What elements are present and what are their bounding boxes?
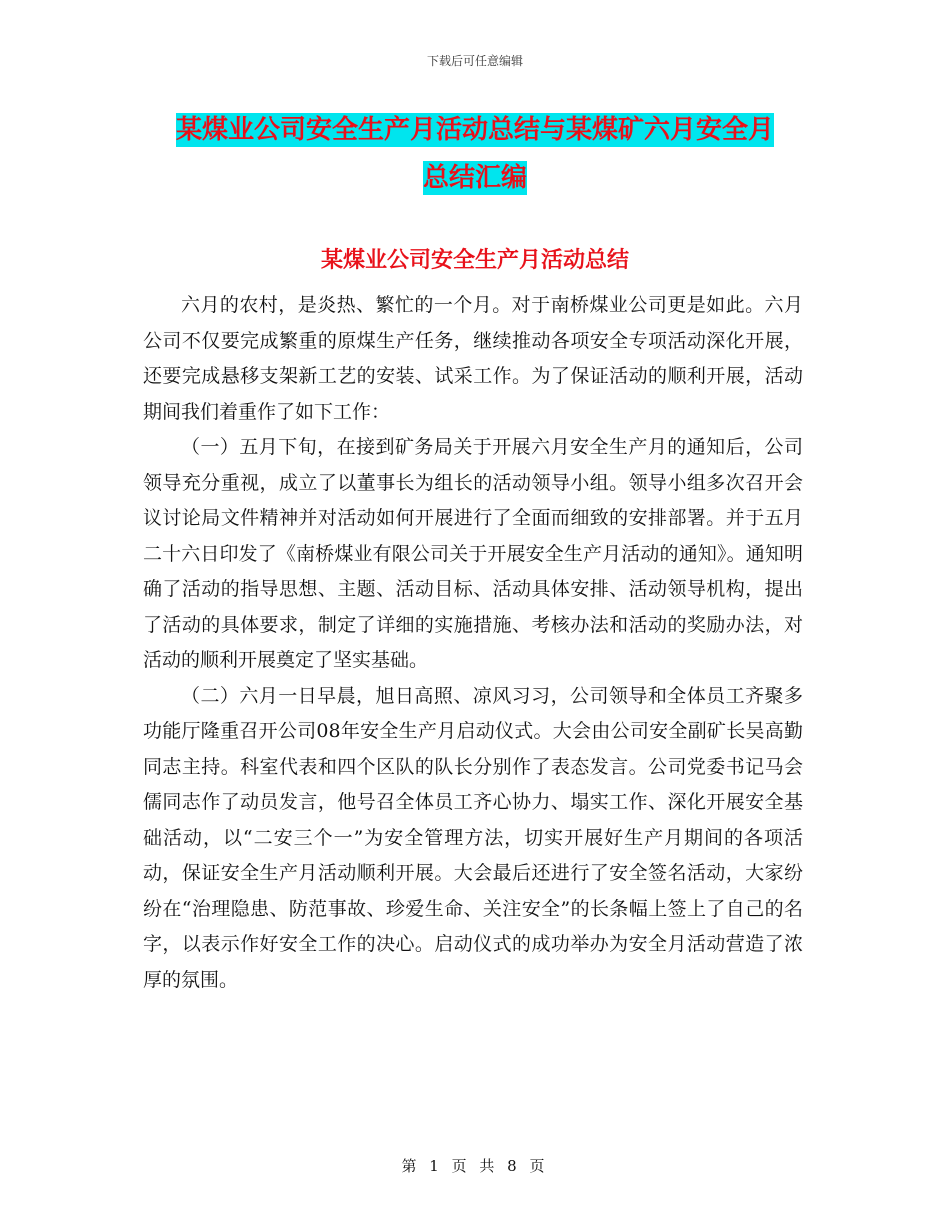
section-title: 某煤业公司安全生产月活动总结: [320, 247, 629, 273]
document-title-line2: 总结汇编: [422, 163, 527, 193]
page-number: 第 1 页 共 8 页: [401, 1157, 549, 1175]
header-note: 下载后可任意编辑: [426, 54, 523, 68]
document-body: [143, 288, 803, 998]
document-title-line1: 某煤业公司安全生产月活动总结与某煤矿六月安全月: [175, 115, 774, 145]
document-title: [0, 106, 950, 202]
paragraph: （二）六月一日早晨，旭日高照、凉风习习，公司领导和全体员工齐聚多功能厅隆重召开公司08年安全生产月启动仪式。大会由公司安全副矿长吴高勤同志主持。科室代表和四个区队的队长分别作了表态发言。公司党委书记马会儒同志作了动员发言，他号召全体员工齐心协力、塌实工作、深化开展安全基础活动，以“二安三个一”为安全管理方法，切实开展好生产月期间的各项活动，保证安全生产月活动顺利开展。大会最后还进行了安全签名活动，大家纷纷在“治理隐患、防范事故、珍爱生命、关注安全”的长条幅上签上了自己的名字，以表示作好安全工作的决心。启动仪式的成功举办为安全月活动营造了浓厚的氛围。: [143, 684, 803, 991]
paragraph: 六月的农村，是炎热、繁忙的一个月。对于南桥煤业公司更是如此。六月公司不仅要完成繁重的原煤生产任务，继续推动各项安全专项活动深化开展，还要完成悬移支架新工艺的安装、试采工作。为了保证活动的顺利开展，活动期间我们着重作了如下工作：: [143, 294, 803, 423]
paragraph: （一）五月下旬，在接到矿务局关于开展六月安全生产月的通知后，公司领导充分重视，成立了以董事长为组长的活动领导小组。领导小组多次召开会议讨论局文件精神并对活动如何开展进行了全面而细致的安排部署。并于五月二十六日印发了《南桥煤业有限公司关于开展安全生产月活动的通知》。通知明确了活动的指导思想、主题、活动目标、活动具体安排、活动领导机构，提出了活动的具体要求，制定了详细的实施措施、考核办法和活动的奖励办法，对活动的顺利开展奠定了坚实基础。: [143, 436, 803, 671]
